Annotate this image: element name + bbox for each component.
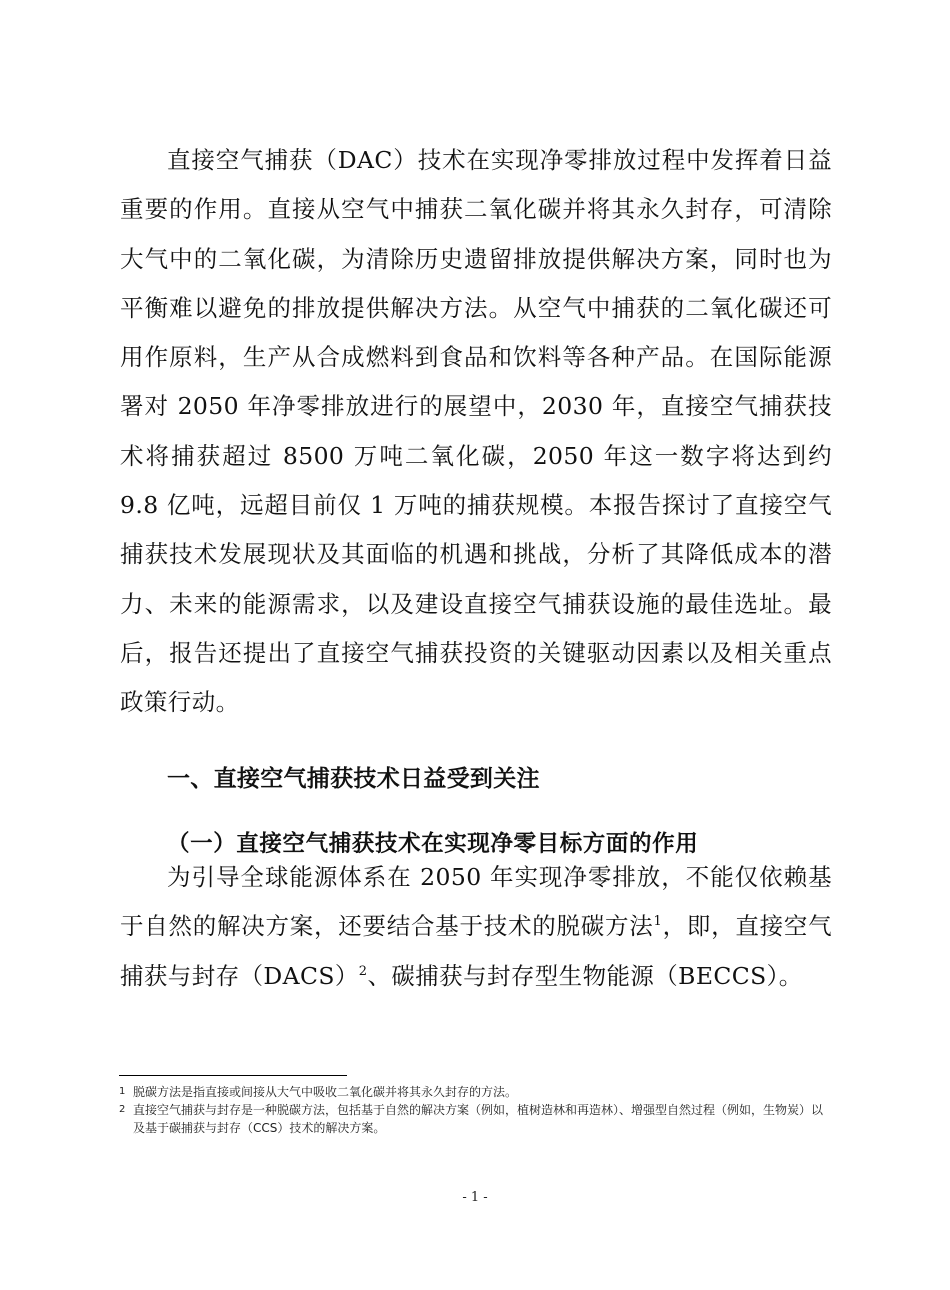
footnote-ref-1[interactable]: 1 [653,914,663,930]
footnote-ref-2[interactable]: 2 [358,963,368,979]
footnotes [119,1083,831,1137]
footnote-divider [119,1075,347,1076]
page-number: - 1 - [462,1190,488,1205]
subsection-heading: （一）直接空气捕获技术在实现净零目标方面的作用 [167,831,699,857]
footnote-1 [119,1083,831,1101]
footnote-2 [119,1101,831,1137]
footnote-mark: 1 [119,1086,126,1097]
section-paragraph-text-3: 、碳捕获与封存型生物能源（BECCS）。 [367,961,803,990]
footnote-mark: 2 [119,1104,126,1115]
footnote-text: 脱碳方法是指直接或间接从大气中吸收二氧化碳并将其永久封存的方法。 [133,1085,518,1099]
section-paragraph [120,853,832,1001]
footnote-text: 直接空气捕获与封存是一种脱碳方法，包括基于自然的解决方案（例如，植树造林和再造林）、增强型自然过程（例如，生物炭）以及基于碳捕获与封存（CCS）技术的解决方案。 [133,1103,824,1135]
section-paragraph-text-2: ，即，直接空气捕获与封存（DACS） [120,912,832,990]
intro-paragraph: 直接空气捕获（DAC）技术在实现净零排放过程中发挥着日益重要的作用。直接从空气中捕获二氧化碳并将其永久封存，可清除大气中的二氧化碳，为清除历史遗留排放提供解决方案，同时也为平衡难以避免的排放提供解决方法。从空气中捕获的二氧化碳还可用作原料，生产从合成燃料到食品和饮料等各种产品。在国际能源署对 2050 年净零排放进行的展望中，2030 年，直接空气捕获技术将捕获超过 8500 万吨二氧化碳，2050 年这一数字将达到约 9.8 亿吨，远超目前仅 1 万吨的捕获规模。本报告探讨了直接空气捕获技术发展现状及其面临的机遇和挑战，分析了其降低成本的潜力、未来的能源需求，以及建设直接空气捕获设施的最佳选址。最后，报告还提出了直接空气捕获投资的关键驱动因素以及相关重点政策行动。 [120,146,832,717]
section-paragraph-text-1: 为引导全球能源体系在 2050 年实现净零排放，不能仅依赖基于自然的解决方案，还要结合基于技术的脱碳方法 [120,863,832,941]
section-heading: 一、直接空气捕获技术日益受到关注 [167,766,540,792]
